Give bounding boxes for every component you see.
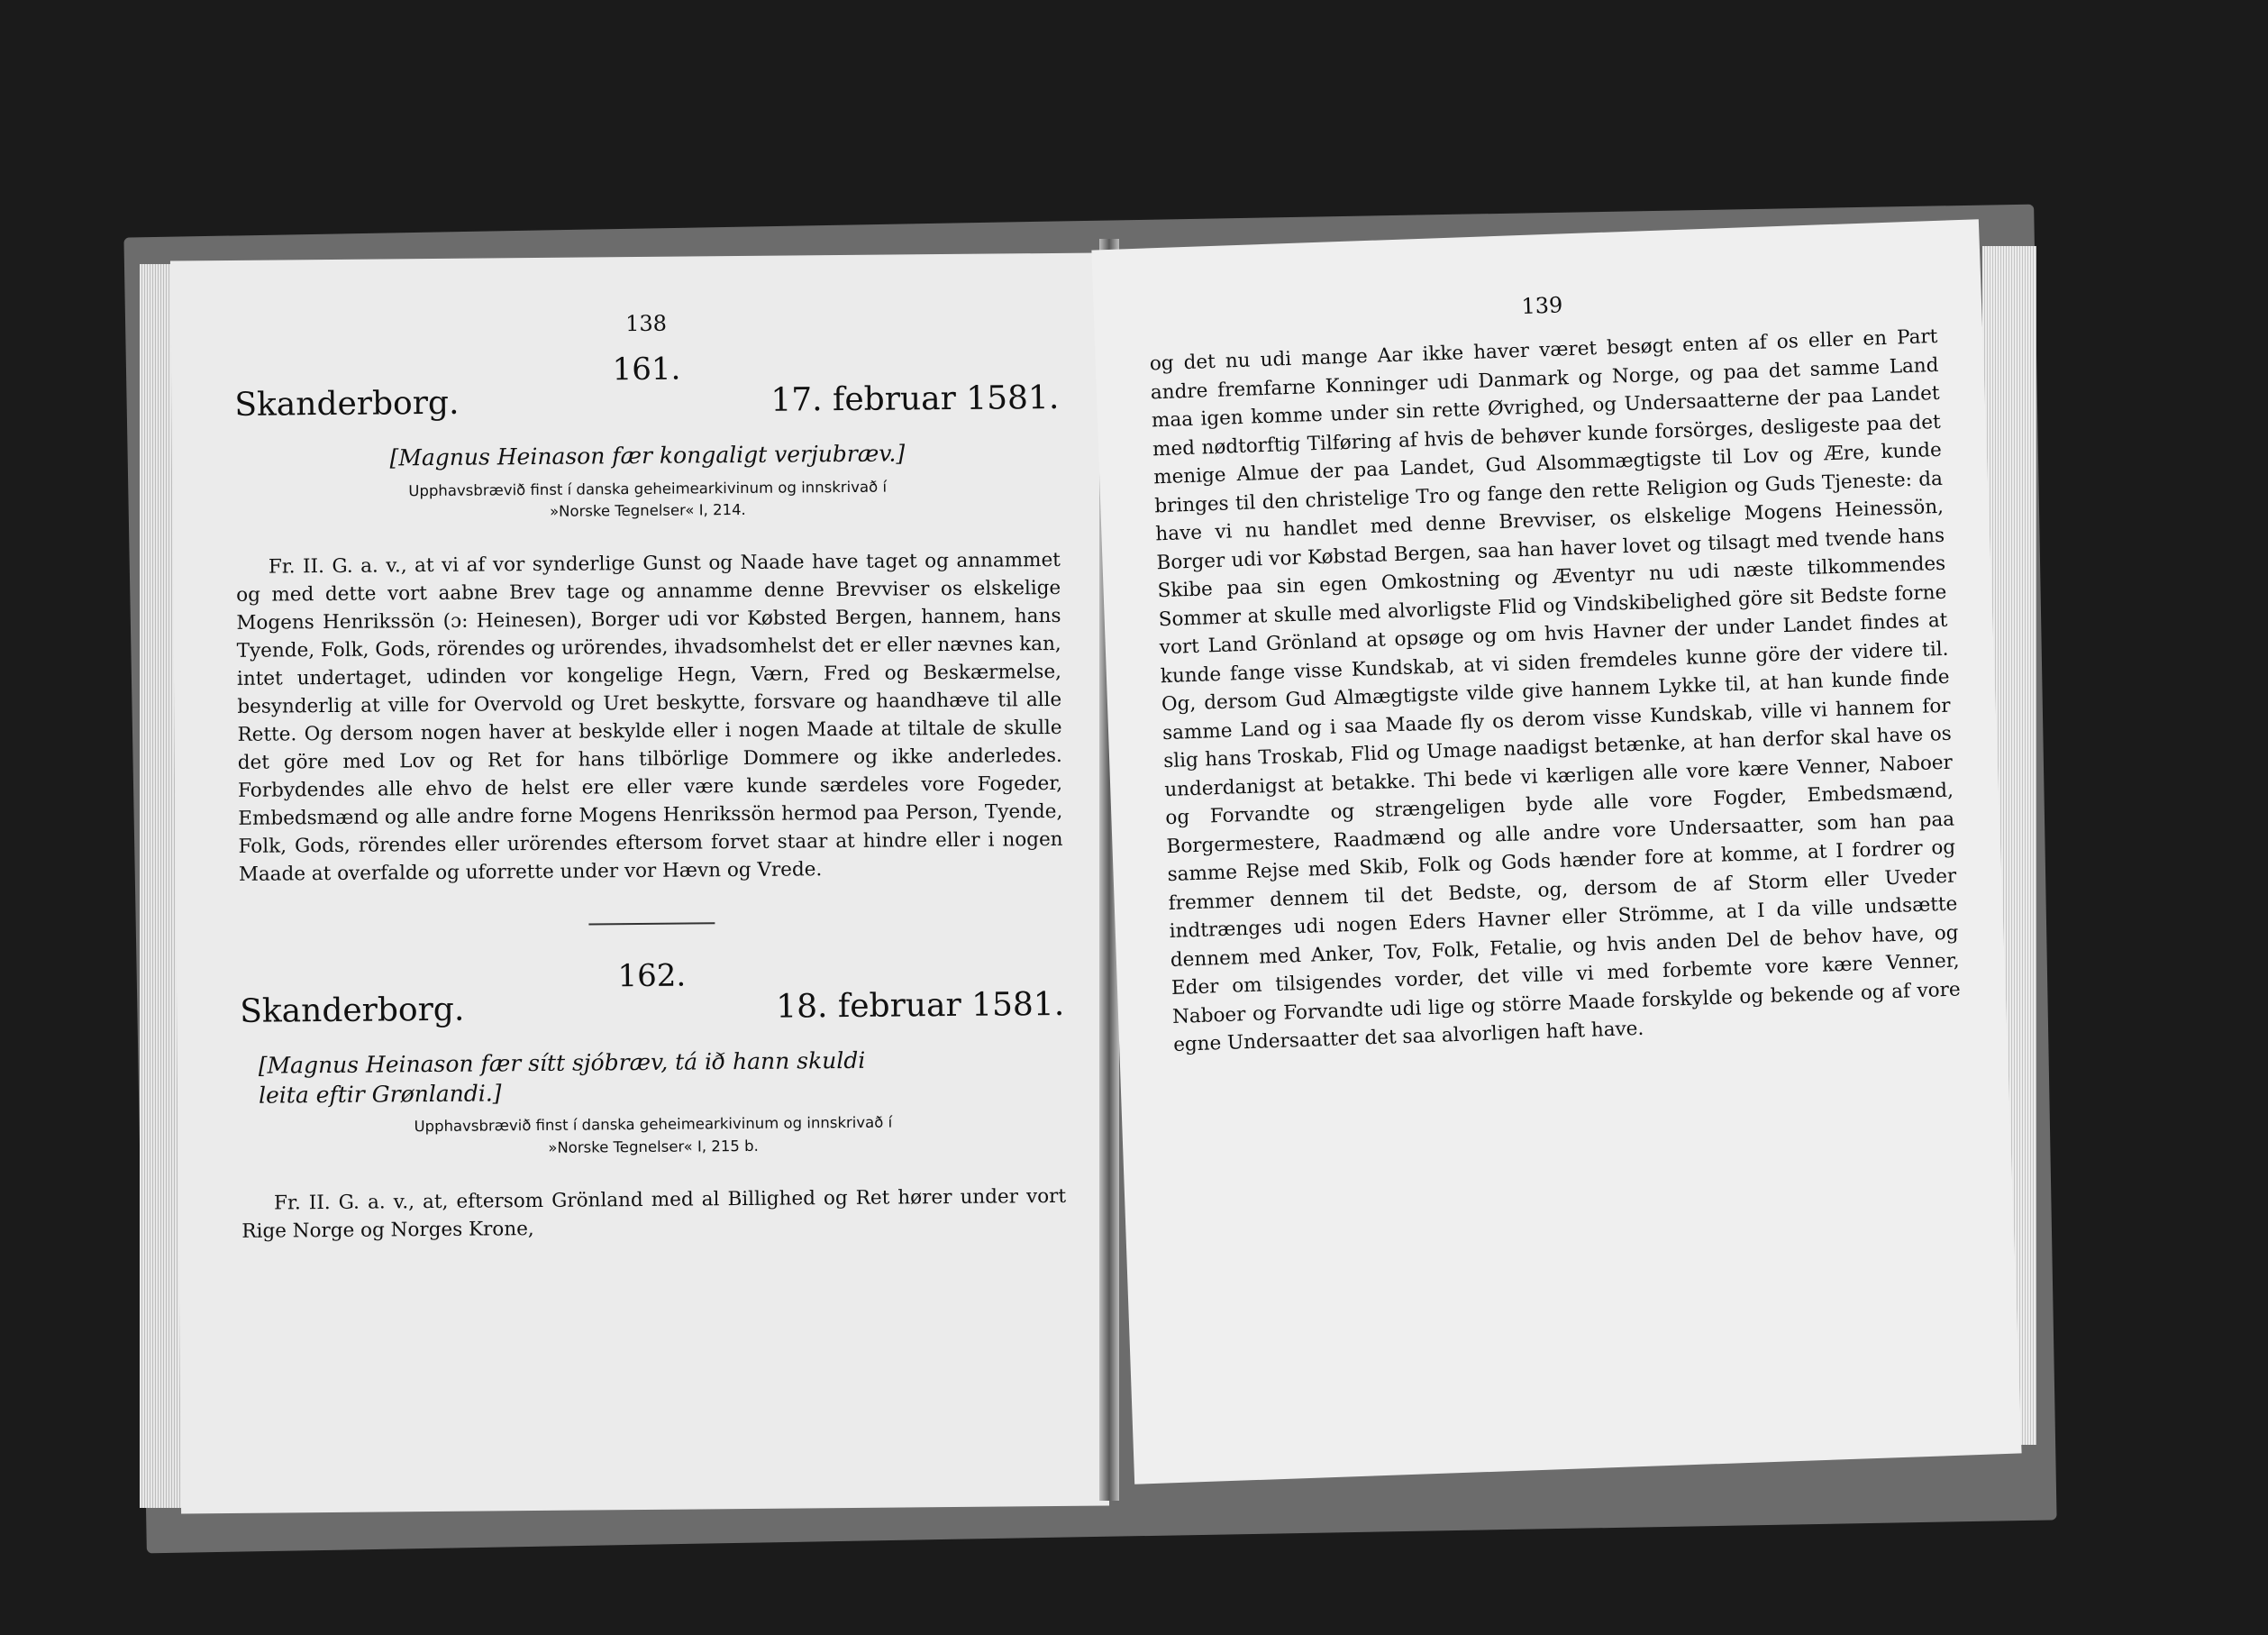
document-body (236, 546, 1063, 889)
document-summary (241, 1045, 1066, 1110)
date: 18. februar 1581. (776, 985, 1065, 1026)
document-body-continued: og det nu udi mange Aar ikke haver været besøgt enten af os eller en Part andre fremfarne Konninger udi Danmark og Norge, og paa det samme Land maa igen komme under sin rette Øvrighed, og Undersaatterne der paa Landet med nødtorftig Tilføring af hvis de behøver kunde forsörges, desligeste paa det menige Almue der paa Landet, Gud Alsommægtigste til Lov og Ære, kunde bringes til den christelige Tro og fange den rette Religion og Guds Tjeneste: da have vi nu handlet med denne Brevviser, os elskelige Mogens Heinessön, Borger udi vor Købstad Bergen, saa han haver lovet og tilsagt med tvende hans Skibe paa sin egen Omkostning og Æventyr nu udi næste tilkommendes Sommer at skulle med alvorligste Flid og Vindskibelighed göre sit Bedste forne vort Land Grönland at opsøge og om hvis Havner der under Landet findes at kunde fange visse Kundskab, at vi siden fremdeles kunne göre der videre til. Og, dersom Gud Almægtigste vilde give hannem Lykke til, at han kunde finde samme Land og i saa Maade fly os derom visse Kundskab, ville vi hannem for slig hans Troskab, Flid og Umage naadigst betænke, at han derfor skal have os underdanigst at betakke. Thi bede vi kærligen alle vore kære Venner, Naboer og Forvandte og strængeligen byde alle vore Fogder, Embedsmænd, Borgermestere, Raadmænd og alle andre vore Undersaatter, som han paa samme Rejse med Skib, Folk og Gods hænder fore at komme, at I fordrer og fremmer dennem til det Bedste, og, dersom de af Storm eller Uveder indtrænges udi nogen Eders Havner eller Strömme, at I da ville undsætte dennem med Anker, Tov, Folk, Fetalie, og hvis anden Del de behov have, og Eder om tilsigendes vorder, det ville vi med forbemte vore kære Venner, Naboer og Forvandte udi lige og större Maade forskylde og bekende og af vore egne Undersaatter det saa alvorligen haft have. (1149, 324, 1962, 1056)
source-line: »Norske Tegnelser« I, 214. (549, 501, 746, 521)
body-text: Fr. II. G. a. v., at vi af vor synderlige Gunst og Naade have taget og annammet og med dette vort aabne Brev tage og annamme denne Brevviser os elskelige Mogens Henrikssön (ɔ: Heinesen), Borger udi vor Købsted Bergen, hannem, hans Tyende, Folk, Gods, rörendes og urörendes, ihvadsomhelst det er eller nævnes kan, intet undertaget, udinden vor kongelige Hegn, Værn, Fred og Beskærmelse, besynderlig at ville for Overvold og Uret beskytte, forsvare og haandhæve til alle Rette. Og dersom nogen haver at beskylde eller i nogen Maade at tiltale de skulle det göre med Lov og Ret for hans tilbörlige Dommere og ikke anderledes. Forbydendes alle ehvo de helst ere eller være kunde særdeles vore Fogeder, Embedsmænd og alle andre forne Mogens Henrikssön hermod paa Person, Tyende, Folk, Gods, rörendes eller urörendes eftersom forvet staar at hindre eller i nogen Maade at overfalde og uforrette under vor Hævn og Vrede. (236, 548, 1063, 886)
source-line: Upphavsbrævið finst í danska geheimearkivinum og innskrivað í (408, 478, 888, 499)
place: Skanderborg. (240, 991, 465, 1030)
right-page (1091, 219, 2021, 1484)
document-summary: [Magnus Heinason fær kongaligt verjubræv.] (389, 440, 906, 471)
body-text: Fr. II. G. a. v., at, eftersom Grönland med al Billighed og Ret hører under vort Rige Norge og Norges Krone, (241, 1184, 1067, 1243)
summary-line: leita eftir Grønlandi.] (258, 1079, 502, 1109)
source-line: Upphavsbrævið finst í danska geheimearkivinum og innskrivað í (414, 1113, 893, 1136)
date: 17. februar 1581. (770, 379, 1060, 419)
document-body (241, 1182, 1067, 1245)
open-book (176, 257, 2000, 1510)
document-number: 162. (617, 957, 687, 995)
left-page (170, 253, 1109, 1514)
page-number: 138 (625, 310, 668, 337)
source-line: »Norske Tegnelser« I, 215 b. (548, 1137, 759, 1156)
page-number: 139 (1520, 292, 1563, 319)
source-note (241, 1110, 1065, 1162)
place: Skanderborg. (234, 384, 460, 424)
section-divider (588, 922, 715, 925)
summary-line: [Magnus Heinason fær sítt sjóbræv, tá ið hann skuldi (258, 1046, 866, 1079)
document-number: 161. (612, 351, 681, 388)
source-note (235, 474, 1060, 525)
